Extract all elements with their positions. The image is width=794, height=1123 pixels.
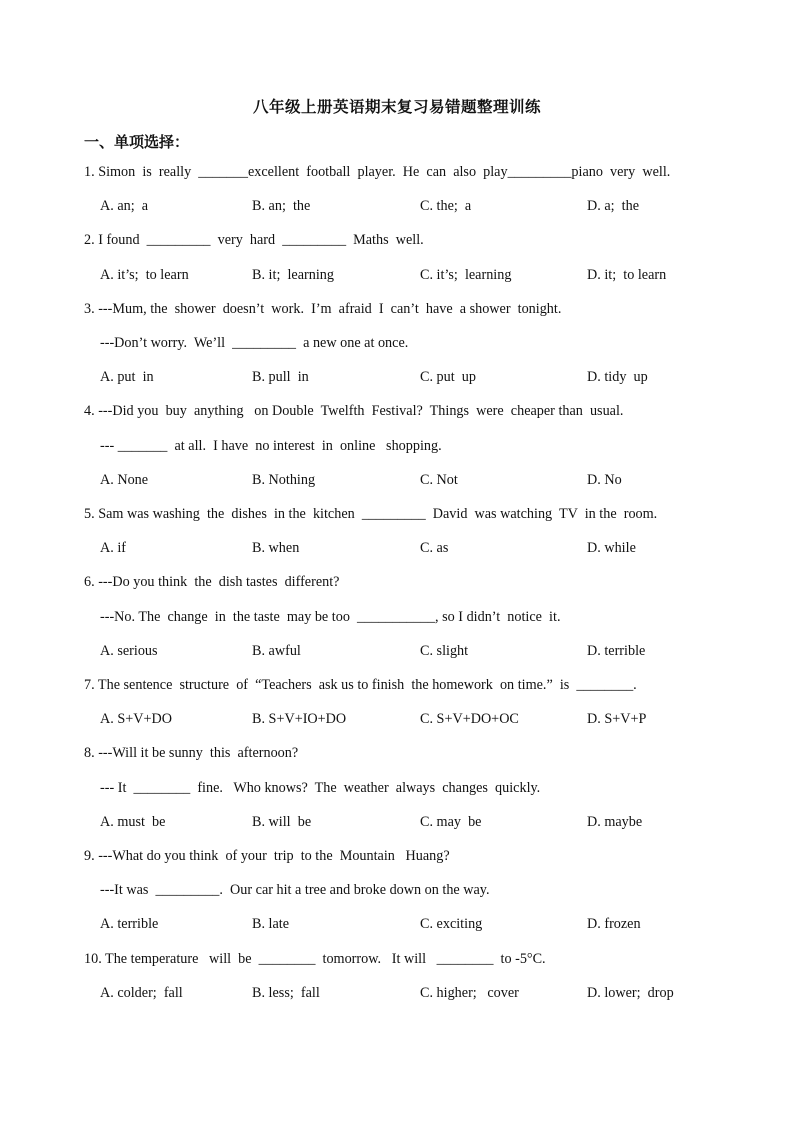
option-b[interactable]: B. awful [252,642,301,659]
option-c[interactable]: C. put up [420,369,476,386]
question-3-line-2 [100,335,408,352]
question-text: ---No. The change in the taste may be too [100,608,358,625]
option-a[interactable]: A. it’s; to learn [100,266,189,283]
option-b[interactable]: B. an; the [252,198,311,215]
option-d[interactable]: D. it; to learn [587,266,667,283]
question-text: tomorrow. It will [315,950,437,967]
option-b[interactable]: B. late [252,916,290,933]
question-text: . Our car hit a tree and broke down on the way. [219,882,490,899]
question-text: a new one at once. [296,335,409,351]
question-text: 10. The temperature will be [84,950,259,967]
answer-blank[interactable]: _________ [232,335,297,351]
question-10-line-1 [84,951,546,968]
question-3-line-1 [84,301,561,318]
question-text: 1. Simon is really [84,164,199,180]
question-text: Maths well. [346,232,424,249]
question-text: 2. I found [84,232,147,249]
question-2-line-1 [84,232,424,249]
answer-blank[interactable]: _________ [155,882,220,899]
question-text: very hard [210,232,283,249]
option-b[interactable]: B. it; learning [252,266,334,283]
question-9-line-1 [84,848,450,865]
question-text: ---Don’t worry. We’ll [100,335,233,351]
question-text: piano very well. [571,164,671,180]
question-text: excellent football player. He can also play [247,164,508,180]
question-7-line-1 [84,677,637,694]
option-a[interactable]: A. serious [100,642,158,659]
answer-blank[interactable]: ________ [436,950,494,967]
option-c[interactable]: C. the; a [420,198,472,215]
question-4-line-2 [100,438,442,455]
question-text: 8. ---Will it be sunny this afternoon? [84,745,299,762]
question-9-line-2 [100,882,490,899]
question-text: at all. I have no interest in online shopping. [167,437,442,454]
option-b[interactable]: B. less; fall [252,984,320,1001]
question-8-line-1 [84,745,298,762]
document-title: 八年级上册英语期末复习易错题整理训练 [252,99,541,116]
question-text: 5. Sam was washing the dishes in the kitchen [84,506,362,522]
answer-blank[interactable]: ___________ [357,608,436,625]
answer-blank[interactable]: ________ [576,677,634,693]
section-heading: 一、单项选择： [84,135,190,151]
answer-blank[interactable]: _______ [198,164,248,180]
question-5-line-1 [84,506,657,523]
option-c[interactable]: C. may be [420,813,482,830]
question-text: to -5°C. [493,950,546,967]
question-text: 9. ---What do you think of your trip to the Mountain Huang? [84,848,450,864]
option-a[interactable]: A. an; a [100,198,149,215]
option-c[interactable]: C. S+V+DO+OC [420,711,519,728]
option-d[interactable]: D. No [587,471,622,488]
option-d[interactable]: D. S+V+P [587,711,647,728]
option-c[interactable]: C. slight [420,642,469,659]
option-c[interactable]: C. exciting [420,916,483,933]
question-4-line-1 [84,403,623,420]
question-text: ---It was [100,882,156,899]
question-text: --- [100,437,118,454]
option-c[interactable]: C. higher; cover [420,984,519,1001]
option-a[interactable]: A. must be [100,813,166,830]
question-text: --- It [100,779,134,796]
question-text: fine. Who knows? The weather always changes quickly. [190,779,541,796]
answer-blank[interactable]: _________ [282,232,347,249]
option-d[interactable]: D. terrible [587,642,646,659]
question-6-line-1 [84,574,339,591]
answer-blank[interactable]: ________ [133,779,191,796]
question-text: , so I didn’t notice it. [435,608,561,625]
option-d[interactable]: D. lower; drop [587,984,674,1001]
option-d[interactable]: D. a; the [587,198,640,215]
option-a[interactable]: A. colder; fall [100,984,183,1001]
option-b[interactable]: B. will be [252,813,312,830]
question-1-line-1 [84,164,670,181]
option-d[interactable]: D. maybe [587,813,643,830]
question-6-line-2 [100,609,561,626]
question-text: 3. ---Mum, the shower doesn’t work. I’m afraid I can’t have a shower tonight. [84,300,562,317]
option-d[interactable]: D. frozen [587,916,641,933]
option-d[interactable]: D. while [587,540,636,557]
option-a[interactable]: A. put in [100,369,154,386]
answer-blank[interactable]: _______ [117,437,168,454]
option-b[interactable]: B. Nothing [252,471,316,488]
option-c[interactable]: C. as [420,540,449,557]
question-text: David was watching TV in the room. [425,506,658,522]
option-b[interactable]: B. when [252,540,300,557]
answer-blank[interactable]: _________ [507,164,572,180]
option-b[interactable]: B. S+V+IO+DO [252,711,347,728]
answer-blank[interactable]: _________ [361,506,426,522]
question-text: 7. The sentence structure of “Teachers ask us to finish the homework on time.” is [84,677,577,693]
option-c[interactable]: C. Not [420,471,458,488]
question-8-line-2 [100,780,540,797]
question-text: 6. ---Do you think the dish tastes different? [84,574,340,591]
answer-blank[interactable]: _________ [146,232,211,249]
option-c[interactable]: C. it’s; learning [420,266,512,283]
option-d[interactable]: D. tidy up [587,369,648,386]
option-a[interactable]: A. if [100,540,127,557]
option-a[interactable]: A. S+V+DO [100,711,172,728]
option-b[interactable]: B. pull in [252,369,309,386]
option-a[interactable]: A. None [100,471,149,488]
question-text: 4. ---Did you buy anything on Double Twelfth Festival? Things were cheaper than usual. [84,403,624,420]
question-text: . [633,677,637,693]
option-a[interactable]: A. terrible [100,916,159,933]
answer-blank[interactable]: ________ [258,950,316,967]
